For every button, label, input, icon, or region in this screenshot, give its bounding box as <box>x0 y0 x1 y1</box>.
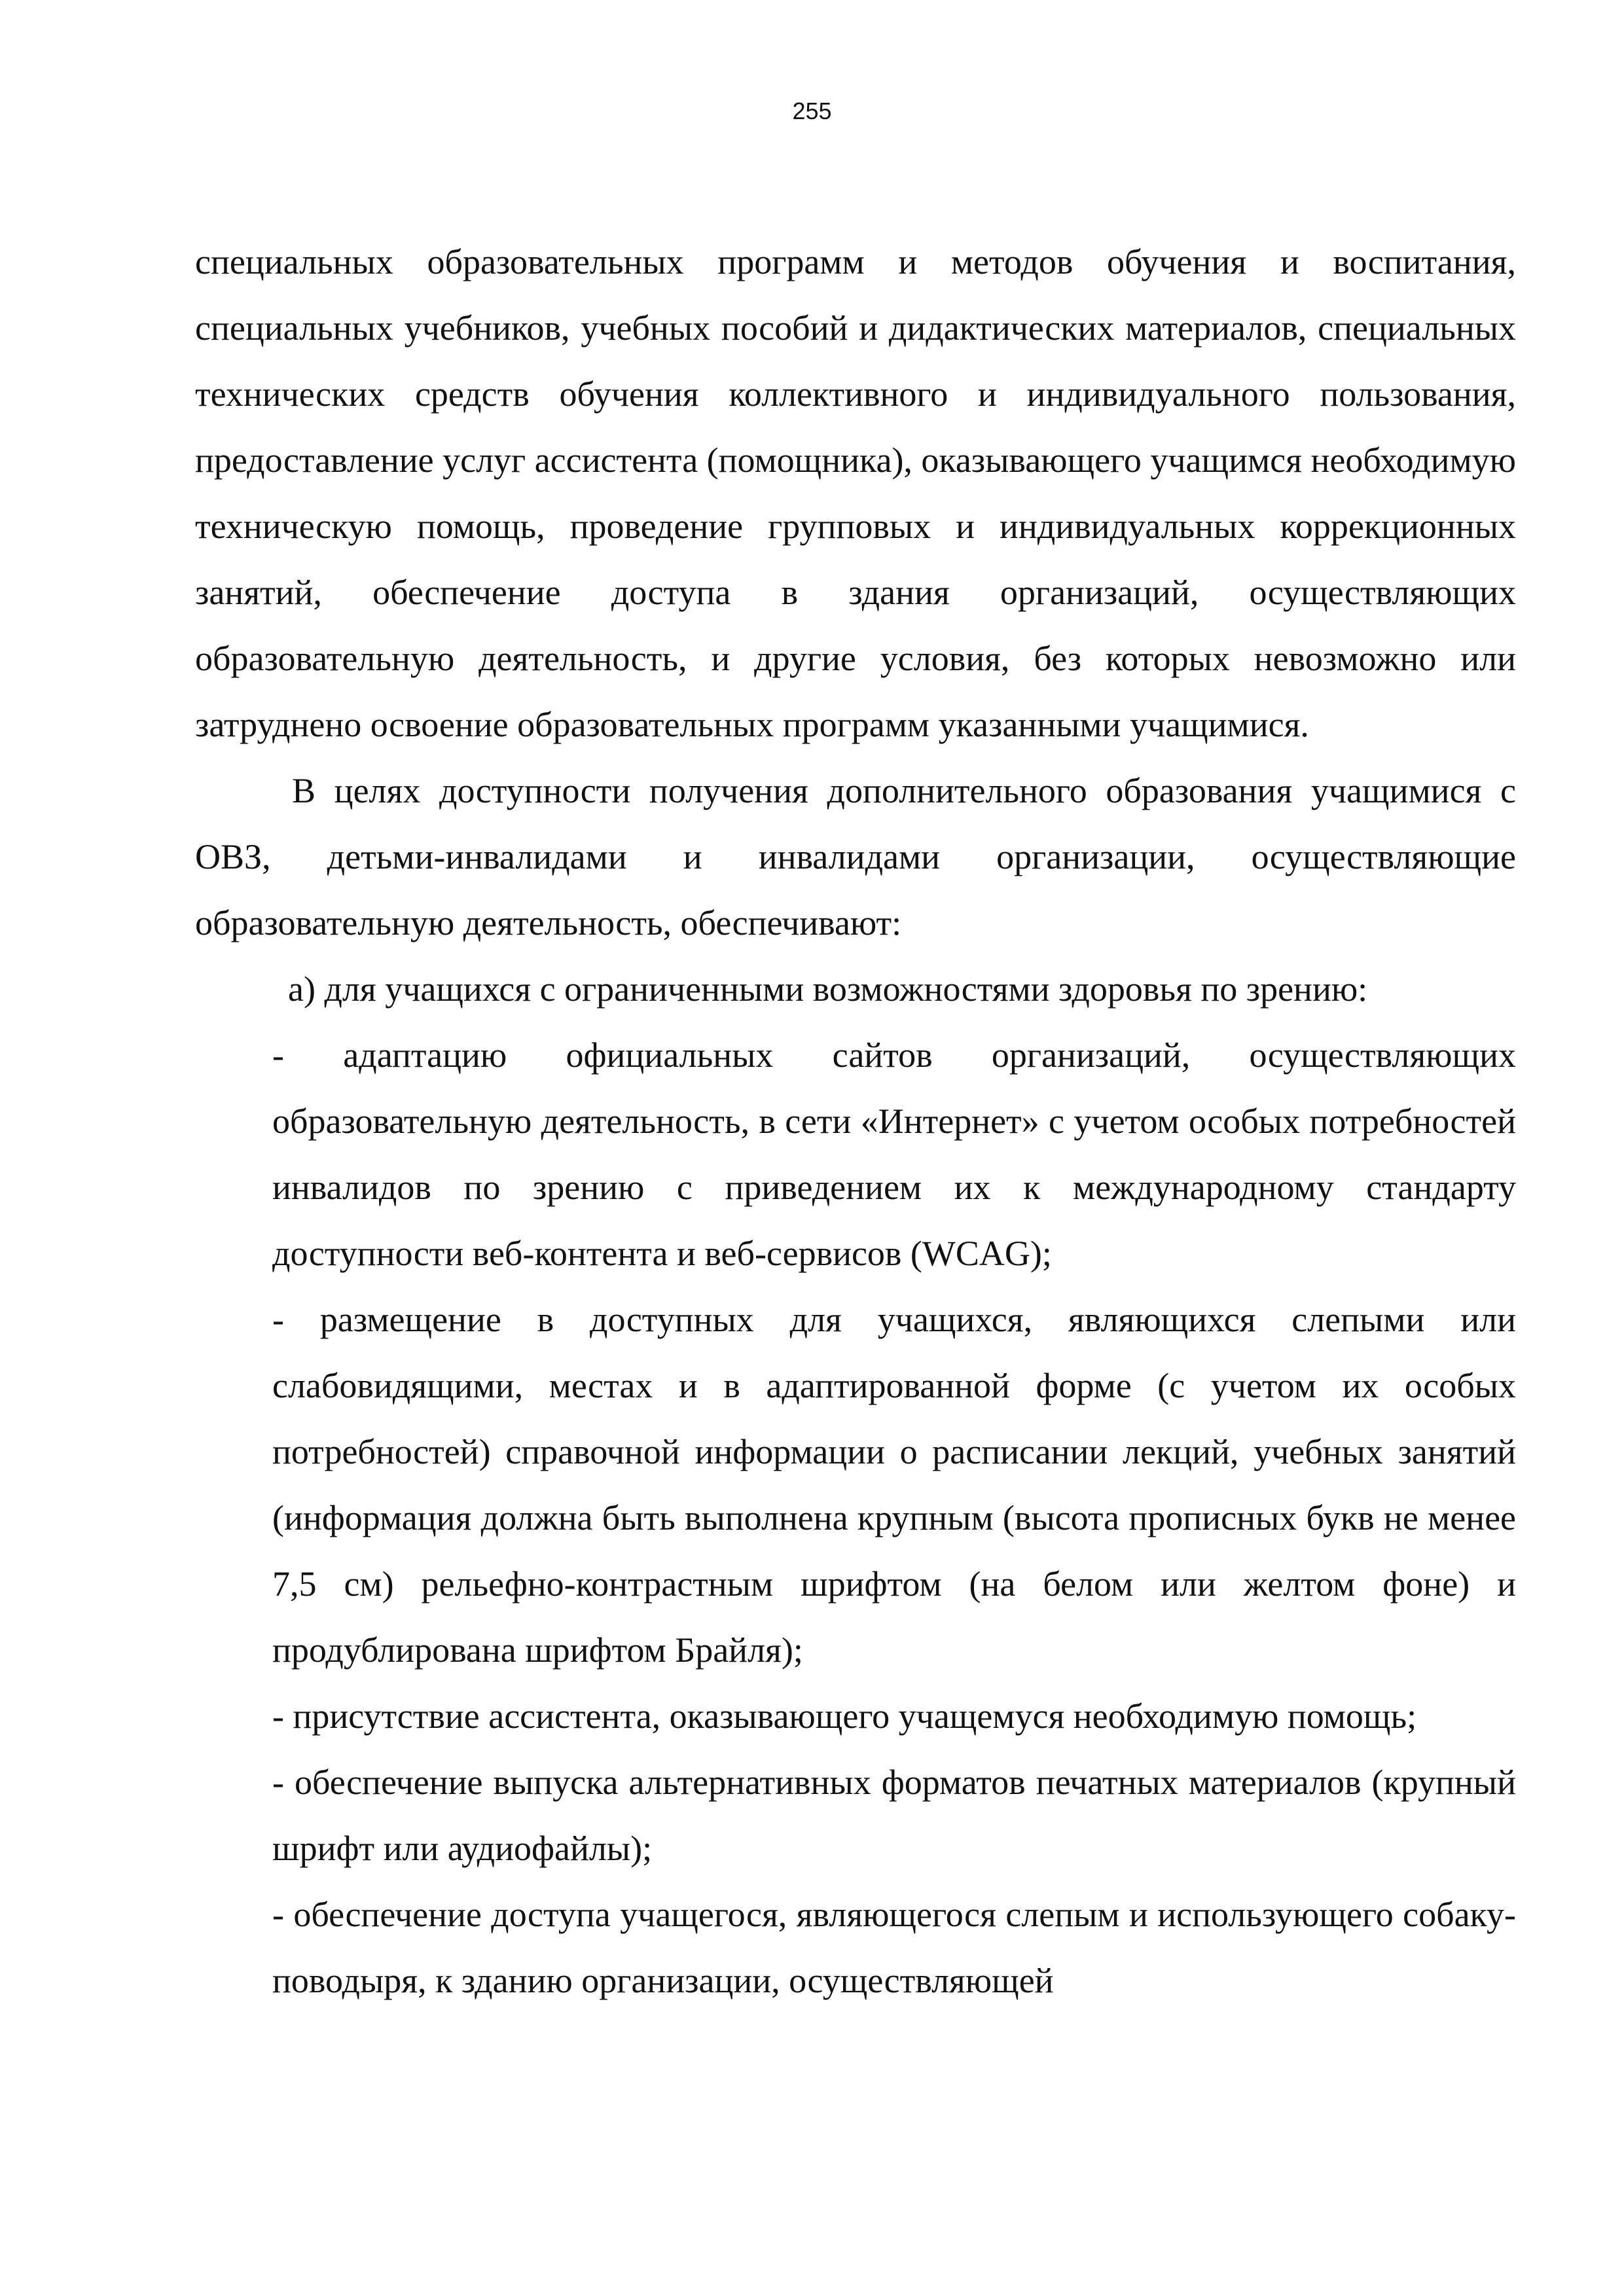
list-item-alternative-formats: - обеспечение выпуска альтернативных форматов печатных материалов (крупный шрифт или аудиофайлы); <box>272 1763 1516 1868</box>
list-heading-vision: а) для учащихся с ограниченными возможностями здоровья по зрению: <box>288 969 1368 1009</box>
paragraph-continuation: специальных образовательных программ и методов обучения и воспитания, специальных учебников, учебных пособий и дидактических материалов, специальных технических средств обучения коллективного и индивидуального пользования, предоставление услуг ассистента (помощника), оказывающего учащимся необходимую техническую помощь, проведение групповых и индивидуальных коррекционных занятий, обеспечение доступа в здания организаций, осуществляющих образовательную деятельность, и другие условия, без которых невозможно или затруднено освоение образовательных программ указанными учащимися. <box>195 242 1517 744</box>
paragraph-accessibility-intro: В целях доступности получения дополнительного образования учащимися с ОВЗ, детьми-инвалидами и инвалидами организации, осуществляющие образовательную деятельность, обеспечивают: <box>195 771 1516 942</box>
page-number: 255 <box>792 98 832 124</box>
list-item-assistant: - присутствие ассистента, оказывающего учащемуся необходимую помощь; <box>272 1696 1417 1736</box>
document-body <box>195 229 1516 2014</box>
list-item-website-adaptation: - адаптацию официальных сайтов организаций, осуществляющих образовательную деятельность, в сети «Интернет» с учетом особых потребностей инвалидов по зрению с приведением их к международному стандарту доступности веб-контента и веб-сервисов (WCAG); <box>272 1035 1516 1273</box>
list-item-reference-information: - размещение в доступных для учащихся, являющихся слепыми или слабовидящими, местах и в адаптированной форме (с учетом их особых потребностей) справочной информации о расписании лекций, учебных занятий (информация должна быть выполнена крупным (высота прописных букв не менее 7,5 см) рельефно-контрастным шрифтом (на белом или желтом фоне) и продублирована шрифтом Брайля); <box>272 1300 1516 1670</box>
list-item-guide-dog-access: - обеспечение доступа учащегося, являющегося слепым и использующего собаку-поводыря, к зданию организации, осуществляющей <box>272 1895 1516 2000</box>
